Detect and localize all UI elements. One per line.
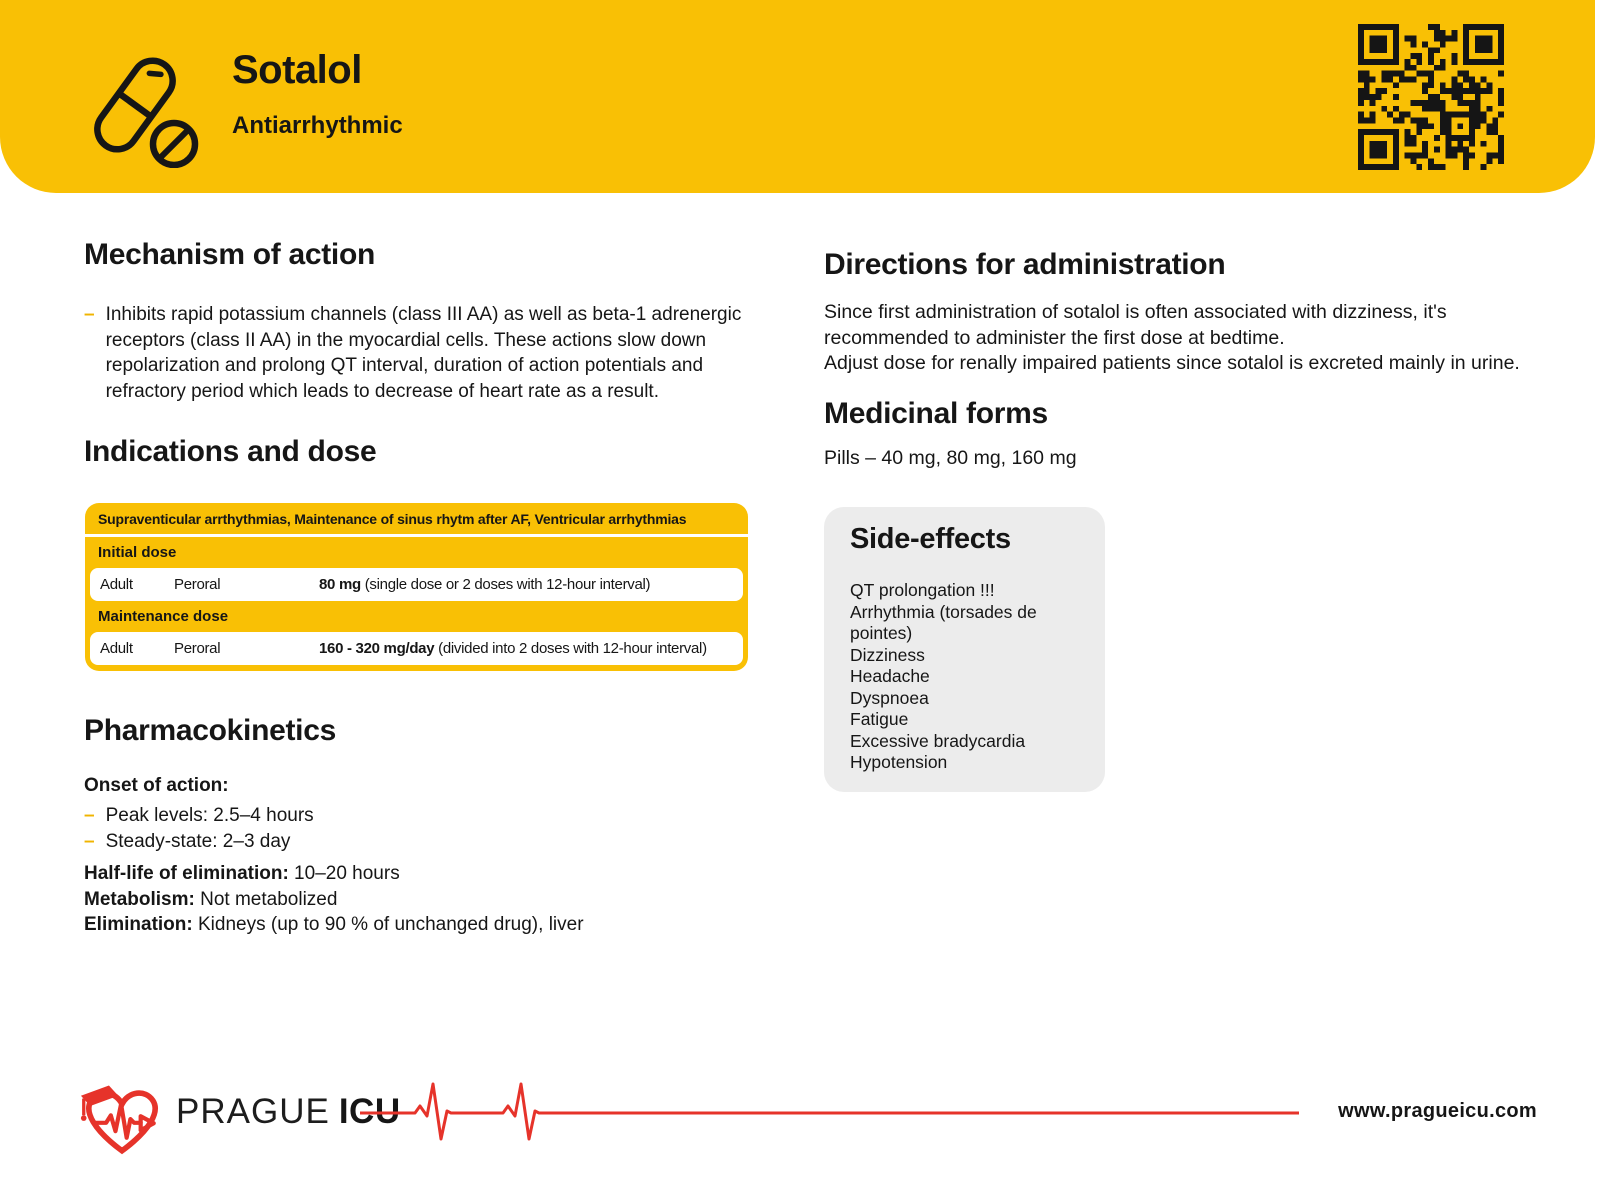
dose-table [85, 503, 748, 671]
dose-row [90, 568, 743, 601]
dose-patient: Adult [100, 576, 133, 593]
side-effect-item: Hypotension [850, 752, 948, 772]
side-effect-item: Headache [850, 666, 930, 686]
side-effect-item: Dyspnoea [850, 687, 929, 708]
directions-line: Since first administration of sotalol is often associated with dizziness, it's recommended to administer the first dose at bedtime. [824, 301, 1447, 349]
side-effects-heading: Side-effects [850, 523, 1011, 555]
website-url: www.pragueicu.com [1338, 1100, 1537, 1122]
header-banner [0, 0, 1595, 193]
pk-bullet [84, 803, 684, 829]
pk-line: Half-life of elimination: 10–20 hours [84, 863, 400, 884]
dose-row [90, 632, 743, 665]
pk-bullet-text: Peak levels: 2.5–4 hours [105, 805, 314, 826]
side-effect-item: QT prolongation !!! [850, 580, 995, 600]
mechanism-text: Inhibits rapid potassium channels (class III AA) as well as beta-1 adrenergic receptors (class II AA) in the myocardial cells. These actions slow down repolarization and prolong QT interval, duration of action potentials and refractory period which leads to decrease of heart rate as a result. [105, 304, 742, 402]
dose-route: Peroral [174, 640, 221, 657]
brand-icu: ICU [338, 1092, 401, 1131]
dose-table-title: Supraventicular arrthythmias, Maintenance of sinus rhytm after AF, Ventricular arrhythmias [85, 503, 748, 537]
mechanism-heading: Mechanism of action [84, 238, 376, 271]
pk-bullet [84, 829, 684, 855]
prague-icu-logo-icon [74, 1078, 170, 1162]
side-effect-item: Fatigue [850, 709, 909, 729]
qr-code [1358, 24, 1504, 170]
drug-class-subtitle: Antiarrhythmic [232, 112, 403, 139]
pk-bullet-text: Steady-state: 2–3 day [105, 830, 291, 852]
dose-value: 80 mg (single dose or 2 doses with 12-hour interval) [319, 576, 651, 593]
side-effect-item: Arrhythmia (torsades de pointes) [850, 601, 1037, 643]
directions-paragraph [824, 300, 1536, 377]
forms-text: Pills – 40 mg, 80 mg, 160 mg [824, 447, 1077, 469]
dash-bullet-icon: – [84, 805, 95, 826]
indications-heading: Indications and dose [84, 435, 377, 468]
side-effects-panel [824, 507, 1105, 792]
dose-section-label: Maintenance dose [98, 608, 229, 625]
pharmacokinetics-heading: Pharmacokinetics [84, 714, 336, 747]
onset-label: Onset of action: [84, 775, 229, 796]
pk-line: Metabolism: Not metabolized [84, 888, 338, 910]
dose-patient: Adult [100, 640, 133, 657]
pk-line: Elimination: Kidneys (up to 90 % of unchanged drug), liver [84, 914, 584, 935]
dose-section-label: Initial dose [98, 544, 177, 561]
pharmacokinetics-lines [84, 861, 744, 938]
pill-icon [86, 48, 206, 168]
directions-line: Adjust dose for renally impaired patients since sotalol is excreted mainly in urine. [824, 352, 1520, 374]
dose-route: Peroral [174, 576, 221, 593]
side-effect-item: Dizziness [850, 644, 925, 665]
dose-value: 160 - 320 mg/day (divided into 2 doses with 12-hour interval) [319, 640, 707, 657]
dash-bullet-icon: – [84, 304, 95, 325]
pharmacokinetics-bullets [84, 803, 684, 854]
directions-heading: Directions for administration [824, 248, 1226, 281]
ecg-line-icon [360, 1073, 1299, 1153]
dash-bullet-icon: – [84, 830, 95, 852]
brand-prague: PRAGUE [176, 1092, 330, 1131]
side-effect-item: Excessive bradycardia [850, 730, 1026, 751]
forms-heading: Medicinal forms [824, 397, 1048, 430]
side-effects-list [850, 580, 1081, 774]
drug-title: Sotalol [232, 48, 362, 92]
mechanism-bullet [84, 302, 749, 404]
